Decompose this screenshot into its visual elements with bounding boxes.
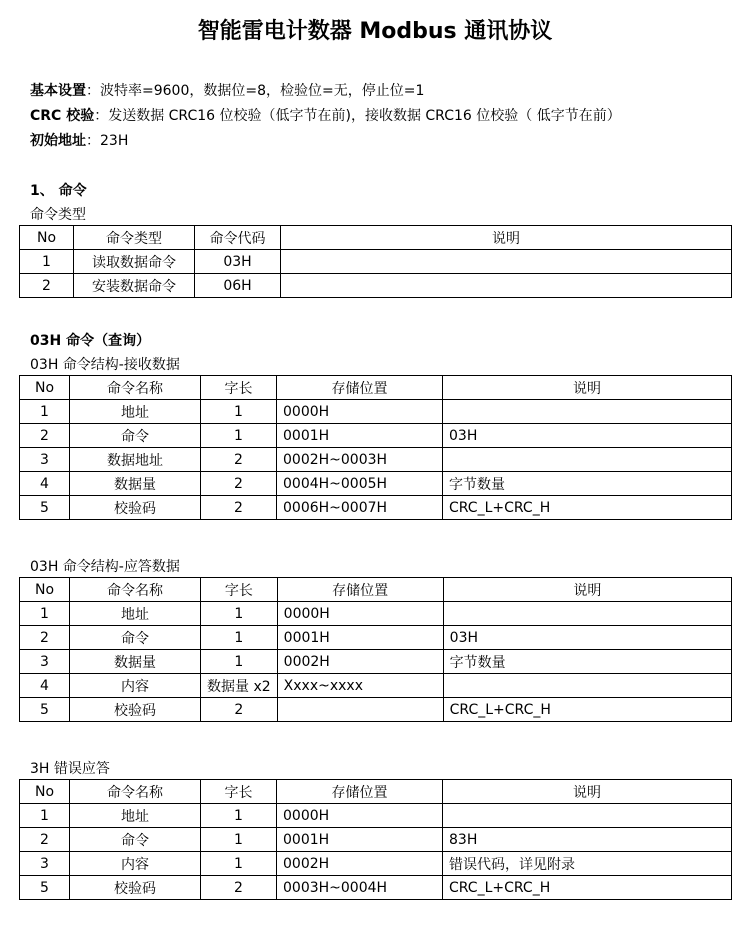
command-types-caption: 命令类型: [30, 207, 86, 223]
receive-table-caption: 03H 命令结构-接收数据: [30, 357, 180, 373]
table-cell: 0001H: [277, 626, 443, 650]
table-cell: 1: [201, 400, 277, 424]
table-cell: 校验码: [70, 496, 201, 520]
table-cell: 0000H: [277, 400, 443, 424]
table-cell: 1: [201, 626, 278, 650]
table-cell: 5: [20, 876, 70, 900]
table-cell: 1: [201, 424, 277, 448]
table-row: [20, 804, 732, 828]
column-header: 存储位置: [277, 376, 443, 400]
table-cell: CRC_L+CRC_H: [443, 496, 732, 520]
receive-data-table: [19, 375, 732, 520]
table-cell: 地址: [70, 602, 201, 626]
table-header-row: [20, 376, 732, 400]
table-cell: 2: [201, 876, 277, 900]
table-cell: 读取数据命令: [74, 250, 195, 274]
table-cell: 03H: [195, 250, 281, 274]
table-cell: 3: [20, 852, 70, 876]
initial-address-label: 初始地址: [30, 133, 86, 149]
table-header-row: [20, 226, 732, 250]
table-header-row: [20, 578, 732, 602]
table-cell: 4: [20, 674, 70, 698]
table-row: [20, 448, 732, 472]
table-cell: 1: [20, 804, 70, 828]
crc-line: [30, 105, 621, 125]
table-cell: CRC_L+CRC_H: [443, 698, 731, 722]
table-cell: 0001H: [277, 828, 443, 852]
table-cell: 错误代码，详见附录: [443, 852, 732, 876]
table-row: [20, 472, 732, 496]
table-cell: 2: [201, 448, 277, 472]
table-cell: 命令: [70, 828, 201, 852]
table-cell: [443, 804, 732, 828]
table-cell: 3: [20, 448, 70, 472]
column-header: No: [20, 780, 70, 804]
column-header: 存储位置: [277, 780, 443, 804]
table-cell: 2: [201, 472, 277, 496]
column-header: 说明: [281, 226, 732, 250]
basic-settings-label: 基本设置: [30, 83, 86, 99]
table-row: [20, 698, 732, 722]
table-cell: 83H: [443, 828, 732, 852]
table-cell: 内容: [70, 674, 201, 698]
table-cell: 字节数量: [443, 650, 731, 674]
table-header-row: [20, 780, 732, 804]
table-cell: 0006H~0007H: [277, 496, 443, 520]
column-header: No: [20, 376, 70, 400]
section-03h-heading: 03H 命令（查询）: [30, 333, 151, 349]
table-cell: 0001H: [277, 424, 443, 448]
table-row: [20, 852, 732, 876]
column-header: 命令名称: [70, 578, 201, 602]
column-header: 说明: [443, 376, 732, 400]
basic-settings-text: ：波特率=9600，数据位=8，检验位=无，停止位=1: [86, 83, 425, 99]
table-row: [20, 400, 732, 424]
table-cell: 1: [201, 828, 277, 852]
response-table-caption: 03H 命令结构-应答数据: [30, 559, 180, 575]
section-commands-heading: 1、 命令: [30, 183, 87, 199]
table-cell: 校验码: [70, 698, 201, 722]
column-header: 字长: [201, 376, 277, 400]
table-cell: 数据量: [70, 472, 201, 496]
table-row: [20, 876, 732, 900]
table-cell: 1: [201, 852, 277, 876]
column-header: No: [20, 226, 74, 250]
table-cell: 地址: [70, 400, 201, 424]
table-cell: 2: [20, 274, 74, 298]
table-cell: 0000H: [277, 602, 443, 626]
table-cell: 0004H~0005H: [277, 472, 443, 496]
table-cell: CRC_L+CRC_H: [443, 876, 732, 900]
table-cell: 0002H~0003H: [277, 448, 443, 472]
table-cell: 1: [20, 602, 70, 626]
table-row: [20, 626, 732, 650]
column-header: 命令类型: [74, 226, 195, 250]
table-cell: 0003H~0004H: [277, 876, 443, 900]
table-cell: 2: [201, 496, 277, 520]
table-row: [20, 650, 732, 674]
column-header: 字长: [201, 780, 277, 804]
table-cell: 1: [201, 650, 278, 674]
table-cell: 数据地址: [70, 448, 201, 472]
table-cell: 1: [20, 400, 70, 424]
table-cell: [281, 274, 732, 298]
table-cell: 0002H: [277, 650, 443, 674]
table-cell: 2: [20, 828, 70, 852]
table-cell: 06H: [195, 274, 281, 298]
error-response-table: [19, 779, 732, 900]
table-row: [20, 602, 732, 626]
table-cell: 1: [20, 250, 74, 274]
table-cell: 5: [20, 496, 70, 520]
table-cell: 字节数量: [443, 472, 732, 496]
table-cell: Xxxx~xxxx: [277, 674, 443, 698]
table-cell: 数据量 x2: [201, 674, 278, 698]
initial-address-line: [30, 130, 128, 150]
document-title: 智能雷电计数器 Modbus 通讯协议: [197, 19, 553, 44]
table-cell: 1: [201, 602, 278, 626]
table-cell: 校验码: [70, 876, 201, 900]
table-cell: [443, 602, 731, 626]
column-header: 说明: [443, 780, 732, 804]
crc-text: ：发送数据 CRC16 位校验（低字节在前)，接收数据 CRC16 位校验（ 低字节在前）: [94, 108, 621, 124]
table-row: [20, 424, 732, 448]
table-cell: 03H: [443, 424, 732, 448]
column-header: No: [20, 578, 70, 602]
table-cell: [277, 698, 443, 722]
table-row: [20, 496, 732, 520]
column-header: 命令代码: [195, 226, 281, 250]
table-cell: 数据量: [70, 650, 201, 674]
table-cell: 地址: [70, 804, 201, 828]
table-cell: 0000H: [277, 804, 443, 828]
column-header: 命令名称: [70, 780, 201, 804]
column-header: 存储位置: [277, 578, 443, 602]
table-cell: 1: [201, 804, 277, 828]
table-cell: [443, 448, 732, 472]
table-cell: 2: [20, 424, 70, 448]
table-cell: [443, 674, 731, 698]
table-cell: 5: [20, 698, 70, 722]
table-cell: 2: [20, 626, 70, 650]
table-cell: 2: [201, 698, 278, 722]
table-cell: 3: [20, 650, 70, 674]
table-cell: 0002H: [277, 852, 443, 876]
table-cell: 命令: [70, 424, 201, 448]
table-cell: [443, 400, 732, 424]
table-row: [20, 828, 732, 852]
column-header: 命令名称: [70, 376, 201, 400]
table-row: [20, 250, 732, 274]
column-header: 字长: [201, 578, 278, 602]
initial-address-text: ：23H: [86, 133, 129, 149]
table-row: [20, 274, 732, 298]
table-cell: 安装数据命令: [74, 274, 195, 298]
table-row: [20, 674, 732, 698]
table-cell: 内容: [70, 852, 201, 876]
basic-settings-line: [30, 80, 424, 100]
command-types-table: [19, 225, 732, 298]
table-cell: [281, 250, 732, 274]
crc-label: CRC 校验: [30, 108, 95, 124]
table-cell: 4: [20, 472, 70, 496]
response-data-table: [19, 577, 732, 722]
table-cell: 03H: [443, 626, 731, 650]
table-cell: 命令: [70, 626, 201, 650]
error-table-caption: 3H 错误应答: [30, 761, 110, 777]
column-header: 说明: [443, 578, 731, 602]
